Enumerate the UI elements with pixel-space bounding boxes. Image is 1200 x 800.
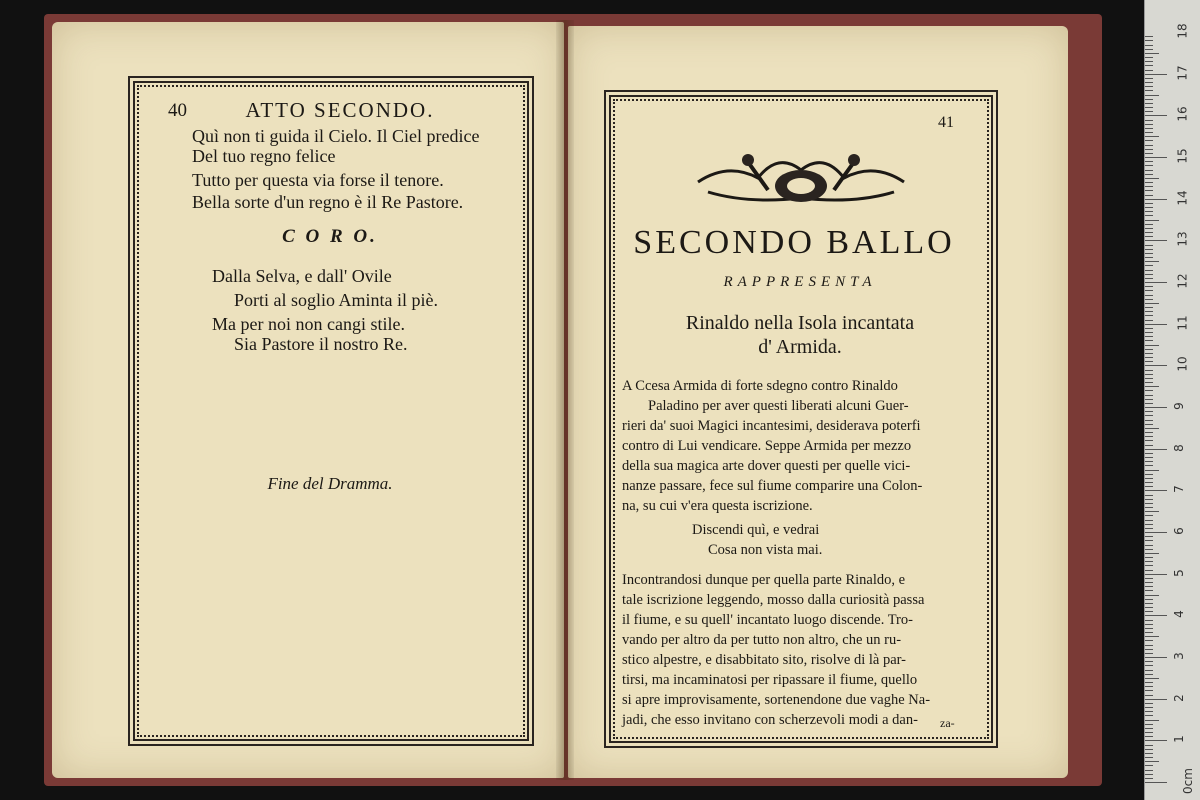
inscription-line: Cosa non vista mai.	[708, 542, 823, 558]
ruler-tick	[1145, 340, 1153, 341]
ruler-tick	[1145, 82, 1153, 83]
ruler-tick	[1145, 78, 1153, 79]
ruler-tick	[1145, 474, 1153, 475]
ruler-tick	[1145, 611, 1153, 612]
ruler-tick	[1145, 157, 1167, 158]
ruler-tick	[1145, 220, 1159, 221]
paragraph-line: stico alpestre, e disabbitato sito, risolve di là par-	[622, 652, 906, 668]
ruler-tick	[1145, 661, 1153, 662]
ruler-tick	[1145, 299, 1153, 300]
ruler-tick	[1145, 353, 1153, 354]
ruler-tick	[1145, 403, 1153, 404]
ruler-tick	[1145, 174, 1153, 175]
ruler-tick	[1145, 103, 1153, 104]
ruler-tick	[1145, 370, 1153, 371]
ruler-label: 11	[1175, 315, 1190, 331]
ruler-tick	[1145, 682, 1153, 683]
ruler-tick	[1145, 328, 1153, 329]
ruler-tick	[1145, 486, 1153, 487]
trophy-ornament-icon	[688, 142, 914, 212]
ruler-label: 6	[1171, 527, 1186, 535]
ruler-tick	[1145, 715, 1153, 716]
ruler-tick	[1145, 778, 1153, 779]
verse-line: Tutto per questa via forse il tenore.	[192, 170, 444, 190]
ruler-label: 0cm	[1180, 768, 1195, 794]
coro-line: Dalla Selva, e dall' Ovile	[212, 266, 392, 286]
paragraph-line: tirsi, ma incaminatosi per ripassare il fiume, quello	[622, 672, 918, 688]
ruler-tick	[1145, 699, 1167, 700]
ruler-tick	[1145, 507, 1153, 508]
paragraph-line: si apre improvisamente, sortenendone due vaghe Na-	[622, 692, 931, 708]
ruler-tick	[1145, 36, 1153, 37]
ruler-tick	[1145, 490, 1167, 491]
ruler-tick	[1145, 232, 1153, 233]
ruler-tick	[1145, 136, 1159, 137]
ruler-tick	[1145, 361, 1153, 362]
ruler-tick	[1145, 703, 1153, 704]
ruler-tick	[1145, 553, 1159, 554]
ruler-tick	[1145, 236, 1153, 237]
ruler-tick	[1145, 520, 1153, 521]
paragraph-line: della sua magica arte dover questi per quelle vici-	[622, 458, 911, 474]
ruler-tick	[1145, 674, 1153, 675]
ruler-tick	[1145, 120, 1153, 121]
paragraph-line: jadi, che esso invitano con scherzevoli modi a dan-	[622, 712, 918, 728]
ruler-tick	[1145, 770, 1153, 771]
ruler-tick	[1145, 586, 1153, 587]
ruler-label: 7	[1171, 485, 1186, 494]
ruler-tick	[1145, 53, 1159, 54]
ruler-tick	[1145, 415, 1153, 416]
ruler-tick	[1145, 295, 1153, 296]
ruler-tick	[1145, 624, 1153, 625]
ruler-tick	[1145, 211, 1153, 212]
ruler-tick	[1145, 365, 1167, 366]
ruler-tick	[1145, 620, 1153, 621]
ruler-tick	[1145, 178, 1159, 179]
ruler-tick	[1145, 315, 1153, 316]
ruler-tick	[1145, 561, 1153, 562]
ruler-tick	[1145, 70, 1153, 71]
ruler-label: 15	[1175, 148, 1190, 164]
ruler-tick	[1145, 303, 1159, 304]
ruler-label: 18	[1175, 23, 1190, 39]
coro-line: Ma per noi non cangi stile.	[212, 314, 405, 334]
ruler-tick	[1145, 261, 1159, 262]
ruler-tick	[1145, 465, 1153, 466]
ruler-tick	[1145, 557, 1153, 558]
ruler-tick	[1145, 590, 1153, 591]
ruler-tick	[1145, 503, 1153, 504]
paragraph-line: Paladino per aver questi liberati alcuni Guer-	[648, 398, 909, 414]
ruler-tick	[1145, 374, 1153, 375]
paragraph-line: tale iscrizione leggendo, mosso dalla curiosità passa	[622, 592, 925, 608]
ruler-tick	[1145, 524, 1153, 525]
ruler-tick	[1145, 320, 1153, 321]
ruler-tick	[1145, 570, 1153, 571]
ruler-tick	[1145, 49, 1153, 50]
ruler-tick	[1145, 724, 1153, 725]
act-header: ATTO SECONDO.	[245, 98, 435, 122]
ruler-tick	[1145, 515, 1153, 516]
ruler-tick	[1145, 457, 1153, 458]
ruler-tick	[1145, 336, 1153, 337]
ruler-tick	[1145, 670, 1153, 671]
ruler-tick	[1145, 595, 1159, 596]
ruler-tick	[1145, 111, 1153, 112]
ruler-tick	[1145, 686, 1153, 687]
paragraph-line: vando per altro da per tutto non altro, che un ru-	[622, 632, 902, 648]
ruler-tick	[1145, 195, 1153, 196]
ruler-tick	[1145, 540, 1153, 541]
ruler-tick	[1145, 378, 1153, 379]
ruler-tick	[1145, 190, 1153, 191]
ruler-tick	[1145, 149, 1153, 150]
ruler-tick	[1145, 153, 1153, 154]
coro-line: Sia Pastore il nostro Re.	[234, 334, 408, 354]
ruler-tick	[1145, 311, 1153, 312]
ruler-tick	[1145, 40, 1153, 41]
ruler-tick	[1145, 470, 1159, 471]
ruler-tick	[1145, 124, 1153, 125]
ruler-tick	[1145, 549, 1153, 550]
ruler-label: 2	[1171, 693, 1186, 702]
ruler-tick	[1145, 245, 1153, 246]
ruler-tick	[1145, 203, 1153, 204]
ruler-label: 13	[1175, 231, 1190, 247]
ruler-tick	[1145, 615, 1167, 616]
ruler-tick	[1145, 690, 1153, 691]
ruler-tick	[1145, 165, 1153, 166]
ruler-label: 8	[1171, 443, 1186, 452]
ruler-label: 14	[1175, 190, 1190, 206]
ruler-tick	[1145, 499, 1153, 500]
ruler-tick	[1145, 290, 1153, 291]
ruler-tick	[1145, 257, 1153, 258]
ruler-tick	[1145, 632, 1153, 633]
ruler-tick	[1145, 90, 1153, 91]
ruler-tick	[1145, 265, 1153, 266]
ballet-heading: Rinaldo nella Isola incantata	[685, 312, 915, 334]
ruler-tick	[1145, 720, 1159, 721]
ruler-tick	[1145, 95, 1159, 96]
ruler-tick	[1145, 445, 1153, 446]
measurement-ruler	[1144, 0, 1200, 800]
book-gutter	[556, 20, 574, 780]
paragraph-line: nanze passare, fece sul fiume comparire una Colon-	[622, 478, 923, 494]
verse-line: Del tuo regno felice	[192, 146, 336, 166]
ruler-tick	[1145, 228, 1153, 229]
left-page-number: 40	[168, 100, 187, 121]
ruler-tick	[1145, 765, 1153, 766]
inscription-line: Discendi quì, e vedrai	[692, 522, 820, 538]
ruler-tick	[1145, 536, 1153, 537]
ruler-tick	[1145, 440, 1153, 441]
ruler-label: 10	[1175, 356, 1190, 372]
coro-line: Porti al soglio Aminta il piè.	[234, 290, 438, 310]
ruler-tick	[1145, 349, 1153, 350]
ruler-tick	[1145, 578, 1153, 579]
ruler-tick	[1145, 324, 1167, 325]
ruler-tick	[1145, 695, 1153, 696]
ruler-tick	[1145, 57, 1153, 58]
verse-line: Bella sorte d'un regno è il Re Pastore.	[192, 192, 464, 212]
ruler-tick	[1145, 740, 1167, 741]
ruler-tick	[1145, 182, 1153, 183]
ruler-tick	[1145, 199, 1167, 200]
ruler-label: 1	[1171, 735, 1186, 744]
ruler-tick	[1145, 636, 1159, 637]
ruler-tick	[1145, 274, 1153, 275]
end-of-drama: Fine del Dramma.	[267, 474, 393, 493]
ruler-label: 4	[1171, 610, 1186, 619]
ruler-tick	[1145, 757, 1153, 758]
paragraph-line: A Ccesa Armida di forte sdegno contro Rinaldo	[622, 378, 898, 394]
ruler-label: 12	[1175, 273, 1190, 289]
ruler-tick	[1145, 145, 1153, 146]
ruler-tick	[1145, 61, 1153, 62]
ruler-tick	[1145, 390, 1153, 391]
ruler-tick	[1145, 207, 1153, 208]
ruler-tick	[1145, 665, 1153, 666]
ruler-label: 3	[1171, 652, 1186, 660]
ruler-tick	[1145, 99, 1153, 100]
ruler-tick	[1145, 307, 1153, 308]
ruler-tick	[1145, 453, 1153, 454]
ruler-tick	[1145, 395, 1153, 396]
ballet-heading: d' Armida.	[758, 336, 842, 358]
ruler-tick	[1145, 407, 1167, 408]
ruler-tick	[1145, 282, 1167, 283]
ruler-tick	[1145, 749, 1153, 750]
ruler-tick	[1145, 74, 1167, 75]
ruler-tick	[1145, 170, 1153, 171]
ruler-tick	[1145, 132, 1153, 133]
ballet-subtitle: RAPPRESENTA	[723, 274, 877, 290]
ruler-tick	[1145, 628, 1153, 629]
ruler-tick	[1145, 436, 1153, 437]
ruler-tick	[1145, 603, 1153, 604]
ruler-tick	[1145, 565, 1153, 566]
ruler-tick	[1145, 107, 1153, 108]
ruler-tick	[1145, 728, 1153, 729]
ruler-tick	[1145, 545, 1153, 546]
ruler-tick	[1145, 461, 1153, 462]
ruler-tick	[1145, 65, 1153, 66]
ruler-tick	[1145, 711, 1153, 712]
ruler-tick	[1145, 782, 1167, 783]
ruler-label: 16	[1175, 106, 1190, 122]
ruler-tick	[1145, 215, 1153, 216]
ruler-tick	[1145, 495, 1153, 496]
ruler-tick	[1145, 774, 1153, 775]
ruler-tick	[1145, 599, 1153, 600]
ruler-tick	[1145, 732, 1153, 733]
ruler-tick	[1145, 449, 1167, 450]
ruler-tick	[1145, 761, 1159, 762]
ruler-tick	[1145, 653, 1153, 654]
ruler-tick	[1145, 532, 1167, 533]
ruler-tick	[1145, 478, 1153, 479]
right-page-number: 41	[938, 114, 954, 131]
ruler-tick	[1145, 386, 1159, 387]
ruler-tick	[1145, 640, 1153, 641]
ruler-tick	[1145, 432, 1153, 433]
ruler-tick	[1145, 115, 1167, 116]
ruler-tick	[1145, 482, 1153, 483]
ruler-tick	[1145, 657, 1167, 658]
ruler-label: 17	[1175, 65, 1190, 81]
ruler-tick	[1145, 424, 1153, 425]
ruler-tick	[1145, 357, 1153, 358]
ruler-tick	[1145, 345, 1159, 346]
ruler-tick	[1145, 411, 1153, 412]
ruler-tick	[1145, 607, 1153, 608]
ruler-tick	[1145, 45, 1153, 46]
coro-heading: C O R O.	[282, 226, 378, 247]
ruler-tick	[1145, 128, 1153, 129]
ruler-tick	[1145, 649, 1153, 650]
catchword: za-	[940, 716, 955, 730]
ruler-tick	[1145, 382, 1153, 383]
ruler-label: 9	[1171, 402, 1186, 410]
ruler-tick	[1145, 420, 1153, 421]
ruler-tick	[1145, 745, 1153, 746]
ruler-tick	[1145, 707, 1153, 708]
ruler-tick	[1145, 753, 1153, 754]
ruler-tick	[1145, 528, 1153, 529]
ruler-tick	[1145, 140, 1153, 141]
paragraph-line: contro di Lui vendicare. Seppe Armida per mezzo	[622, 438, 912, 454]
ruler-tick	[1145, 224, 1153, 225]
ruler-tick	[1145, 278, 1153, 279]
ruler-tick	[1145, 270, 1153, 271]
ruler-tick	[1145, 161, 1153, 162]
ruler-tick	[1145, 240, 1167, 241]
ruler-tick	[1145, 86, 1153, 87]
paragraph-line: na, su cui v'era questa iscrizione.	[622, 498, 813, 514]
ruler-tick	[1145, 511, 1159, 512]
ruler-tick	[1145, 736, 1153, 737]
ruler-tick	[1145, 399, 1153, 400]
paragraph-line: Incontrandosi dunque per quella parte Rinaldo, e	[622, 572, 906, 588]
paragraph-line: il fiume, e su quell' incantato luogo discende. Tro-	[622, 612, 913, 628]
ruler-tick	[1145, 286, 1153, 287]
ruler-tick	[1145, 249, 1153, 250]
ruler-tick	[1145, 678, 1159, 679]
ruler-tick	[1145, 645, 1153, 646]
ruler-tick	[1145, 574, 1167, 575]
ruler-tick	[1145, 186, 1153, 187]
verse-line: Quì non ti guida il Cielo. Il Ciel predice	[192, 126, 480, 146]
paragraph-line: rieri da' suoi Magici incantesimi, desiderava poterfi	[622, 418, 921, 434]
ruler-tick	[1145, 332, 1153, 333]
ruler-tick	[1145, 253, 1153, 254]
ruler-tick	[1145, 582, 1153, 583]
ballet-title: SECONDO BALLO	[633, 224, 955, 261]
ruler-tick	[1145, 428, 1159, 429]
ruler-label: 5	[1171, 568, 1186, 577]
